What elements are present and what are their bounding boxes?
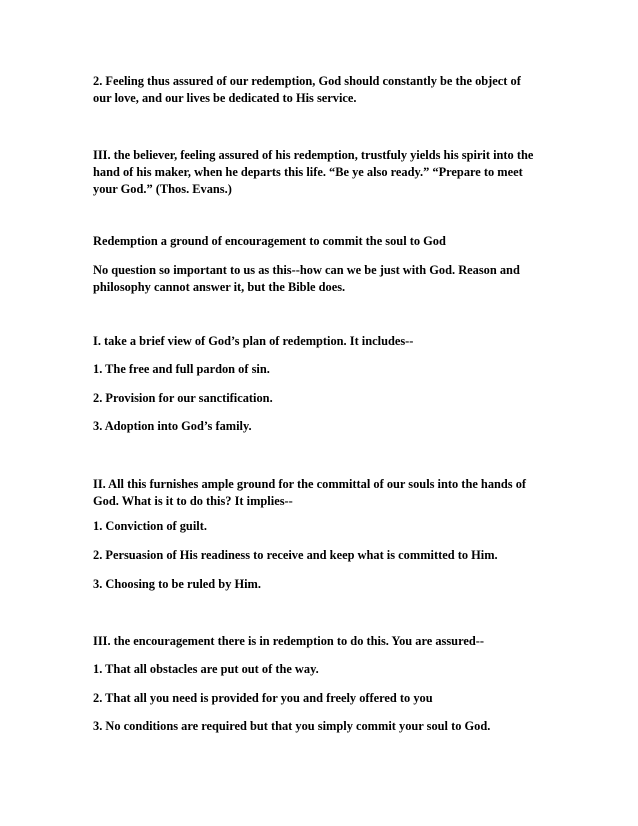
list-item [93,361,555,378]
list-item [93,390,555,407]
text-line: No question so important to us as this--how can we be just with God. Reason and [93,263,520,277]
text-line: I. take a brief view of God’s plan of redemption. It includes-- [93,334,414,348]
text-line: III. the believer, feeling assured of his redemption, trustfuly yields his spirit into the [93,148,534,162]
point-two-heading [93,476,555,510]
list-item [93,418,555,435]
text-line: 3. Adoption into God’s family. [93,419,252,433]
list-item [93,690,555,707]
text-line: 2. Feeling thus assured of our redemption, God should constantly be the object of [93,74,521,88]
text-line: hand of his maker, when he departs this life. “Be ye also ready.” “Prepare to meet [93,165,523,179]
text-line: 1. That all obstacles are put out of the way. [93,662,319,676]
text-line: 3. Choosing to be ruled by Him. [93,577,261,591]
text-line: III. the encouragement there is in redemption to do this. You are assured-- [93,634,484,648]
point-one-heading [93,333,555,350]
section-heading [93,233,555,250]
text-line: our love, and our lives be dedicated to His service. [93,91,357,105]
text-line: 2. That all you need is provided for you and freely offered to you [93,691,433,705]
text-line: 2. Persuasion of His readiness to receive and keep what is committed to Him. [93,548,498,562]
list-item [93,518,555,535]
paragraph-introduction [93,262,555,296]
text-line: II. All this furnishes ample ground for the committal of our souls into the hands of [93,477,527,491]
text-line: philosophy cannot answer it, but the Bible does. [93,280,346,294]
point-three-heading [93,633,555,650]
list-item [93,718,555,735]
text-line: 1. The free and full pardon of sin. [93,362,270,376]
paragraph-redemption-love [93,73,555,107]
list-item [93,576,555,593]
text-line: 2. Provision for our sanctification. [93,391,273,405]
text-line: your God.” (Thos. Evans.) [93,182,232,196]
list-item [93,547,555,564]
text-line: 3. No conditions are required but that you simply commit your soul to God. [93,719,491,733]
list-item [93,661,555,678]
paragraph-believer-yields-spirit [93,147,555,198]
text-line: 1. Conviction of guilt. [93,519,207,533]
text-line: God. What is it to do this? It implies-- [93,494,293,508]
text-line: Redemption a ground of encouragement to commit the soul to God [93,234,446,248]
